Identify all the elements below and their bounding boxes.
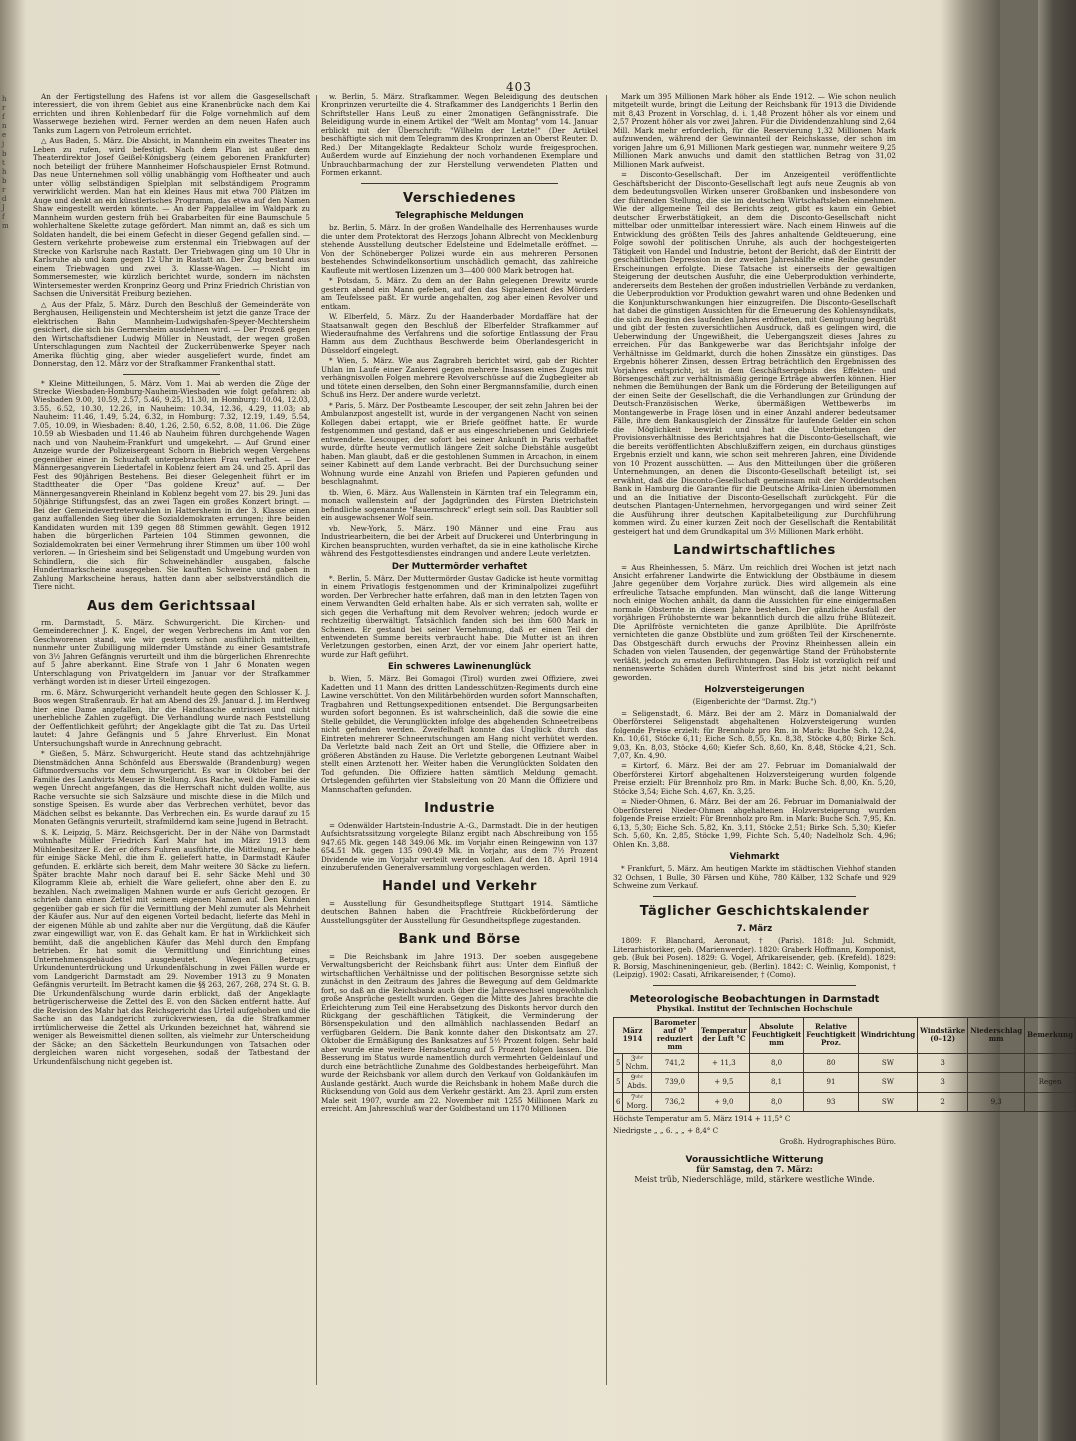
divider bbox=[653, 896, 856, 897]
weather-cell bbox=[1025, 1053, 1076, 1073]
section-heading: Landwirtschaftliches bbox=[673, 543, 836, 559]
weather-header-cell: Absolute Feuchtigkeit mm bbox=[749, 1017, 803, 1053]
margin-letters: h r f n e j b t h b r d J f m bbox=[2, 95, 9, 231]
weather-header-cell: Windrichtung bbox=[858, 1017, 917, 1053]
divider bbox=[653, 985, 856, 986]
article-paragraph: △ Aus der Pfalz, 5. März. Durch den Beschluß der Gemeinderäte von Berghausen, Heiligenstein und Mechtersheim ist jetzt die ganze Trace der elektrischen Bahn Mannheim-Ludwigshafen-Speyer-Mechtersheim gesichert, die sich bis Germersheim ausdehnen wird. — Der Prozeß gegen den Wirtschaftsdiener Ludwig Müller in Neustadt, der wegen großen Unterschlagungen zum Nachteil der Zuckerrübenwerke Speyer nach Amerika flüchtig ging, aber wieder ausgeliefert wurde, findet am Donnerstag, den 12. März vor der Strafkammer Frankenthal statt. bbox=[33, 299, 310, 369]
column-divider bbox=[316, 95, 317, 1385]
weather-cell: + 9,5 bbox=[698, 1073, 749, 1093]
article-paragraph: W. Elberfeld, 5. März. Zu der Haanderbader Mordaffäre hat der Staatsanwalt gegen den Beschluß der Elberfelder Strafkammer auf Wiederaufnahme des Verfahrens und die sofortige Entlassung der Frau Hamm aus dem Zuchthaus Beschwerde beim Oberlandesgericht in Düsseldorf eingelegt. bbox=[321, 312, 598, 355]
weather-cell: SW bbox=[858, 1092, 917, 1112]
weather-cell bbox=[968, 1053, 1025, 1073]
weather-cell: + 11,3 bbox=[698, 1053, 749, 1073]
calendar-date: 7. März bbox=[736, 924, 773, 935]
weather-cell: 91 bbox=[804, 1073, 858, 1093]
article-paragraph: rm. Darmstadt, 5. März. Schwurgericht. Die Kirchen- und Gemeinderechner J. K. Engel, der wegen Verbrechens im Amt vor den Geschworenen stand, wie wir gestern schon ausführlich mitteilten, nunmehr unter Zubilligung mildernder Umstände zu einer Gesamtstrafe von 3½ Jahren Gefängnis verurteilt und ihm die bürgerlichen Ehrenrechte auf 5 Jahre aberkannt. Eine Strafe von 1 Jahr 6 Monaten wegen Unterschlagung von Privatgeldern im Januar vor der Strafkammer verhängt worden ist in dieser Urteil eingezogen. bbox=[33, 617, 310, 687]
weather-header-cell: Temperatur der Luft °C bbox=[698, 1017, 749, 1053]
weather-cell: 736,2 bbox=[651, 1092, 698, 1112]
page-number: 403 bbox=[506, 80, 532, 94]
weather-cell: 8,1 bbox=[749, 1073, 803, 1093]
weather-cell: SW bbox=[858, 1053, 917, 1073]
weather-header-cell: Windstärke (0–12) bbox=[918, 1017, 968, 1053]
weather-cell: Regen bbox=[1025, 1073, 1076, 1093]
article-paragraph: △ Aus Baden, 5. März. Die Absicht, in Mannheim ein zweites Theater ins Leben zu rufen, wird befestigt. Nach dem Plan ist außer dem Theaterdirektor Josef Geißel-Königsberg (einem geborenen Frankfurter) noch beteiligt der frühere Mannheimer Hofschauspieler Ernst Rotmund. Das neue Unternehmen soll völlig unabhängig vom Hoftheater und auch unter völlig selbständigen Spielplan mit selbständigem Programm verwirklicht werden. Man hat ein kleines Haus mit etwa 700 Plätzen im Auge und denkt an ein künstlerisches Programm, das etwa auf den Namen Shaw eingestellt werden könnte. — An der Pappelallee im Waldpark zu Mannheim wurden gestern früh bei Grabarbeiten für eine Baumschule 5 wohlerhaltene Skelette zutage gefördert. Man nimmt an, daß es sich um Soldaten handelt, die bei einem Gefecht in dieser Gegend gefallen sind. — Gestern verkehrte probeweise zum erstenmal ein Triebwagen auf der Strecke von Karlsruhe nach Rastatt. Der Triebwagen ging um 10 Uhr in Karlsruhe ab und kam gegen 12 Uhr in Rastatt an. Der Zug bestand aus einem Triebwagen und zwei 3. Klasse-Wagen. — Nicht im Sommersemester, wie kürzlich berichtet wurde, sondern im nächsten Wintersemester werden Kronprinz Georg und Prinz Friedrich Christian von Sachsen die Universität Freiburg beziehen. bbox=[33, 136, 310, 299]
article-paragraph: rm. 6. März. Schwurgericht verhandelt heute gegen den Schlosser K. J. Boos wegen Straßenraub. Er hat am Abend des 29. Januar d. J. im Herdweg hier eine Dame angefallen, ihr die Handtasche entrissen und nicht unerhebliche Zahlen zugefügt. Die Verhandlung wurde nach Feststellung der Oeffentlichkeit geführt; der Angeklagte gibt die Tat zu. Das Urteil lautet: 4 Jahre Gefängnis und 5 Jahre Ehrverlust. Ein Monat Untersuchungshaft wurde in Anrechnung gebracht. bbox=[33, 687, 310, 748]
article-paragraph: w. Berlin, 5. März. Strafkammer. Wegen Beleidigung des deutschen Kronprinzen verurteilte die 4. Strafkammer des Landgerichts 1 Berlin den Schriftsteller Hans Leuß zu einer 2monatigen Gefängnisstrafe. Die Beleidigung wurde in einem Artikel der "Welt am Montag" vom 14. Januar erblickt mit der Überschrift: "Wilhelm der Letzte!" (Der Artikel beschäftigte sich mit dem Telegramm des Kronprinzen an Oberst Reuter. D. Red.) Der Mitangeklagte Redakteur Scholz wurde freigesprochen. Außerdem wurde auf Einziehung der noch vorhandenen Exemplare und Unbrauchbarmachung der zur Herstellung verwendeten Platten und Formen erkannt. bbox=[321, 92, 598, 178]
weather-header-cell: Bemerkung bbox=[1025, 1017, 1076, 1053]
divider bbox=[361, 183, 558, 184]
section-heading: Aus dem Gerichtssaal bbox=[87, 598, 256, 614]
article-paragraph: = Kirtorf, 6. März. Bei der am 27. Februar im Domanialwald der Oberförsterei Kirtorf abgehaltenen Holzversteigerung wurden folgende Preise erzielt: Für Brennholz pro Rm. in Mark: Buche Sch. 8,00, Kn. 5,20, Stöcke 3,54; Eiche Sch. 4,67, Kn. 3,25. bbox=[613, 761, 896, 796]
forecast-day: für Samstag, den 7. März: bbox=[696, 1164, 813, 1175]
weather-cell: 2 bbox=[918, 1092, 968, 1112]
article-paragraph: * Kleine Mitteilungen, 5. März. Vom 1. Mai ab werden die Züge der Strecke Wiesbaden-Homburg-Nauheim-Wiesbaden wie folgt gefahren: ab Wiesbaden 9.00, 10.59, 2.57, 5.46, 9.25, 11.30, in Homburg: 10.04, 12.03, 3.55, 6.52, 10.30, 12.26, in Nauheim: 10.34, 12.36, 4.29, 11.03; ab Nauheim: 11.46, 1.49, 5.24, 6.32, in Homburg: 7.32, 12.19, 1.49, 5.54, 7.05, 10.09, in Wiesbaden: 8.40, 1.26, 2.50, 6.52, 8.08, 11.06. Die Züge 10.59 ab Wiesbaden und 11.46 ab Nauheim führen durchgehende Wagen nach und von Nauheim-Frankfurt und umgekehrt. — Auf Grund einer Anzeige wurde der Polizeisergeant Schorn in Biebrich wegen Vergehens gegenüber einer in Schuzhaft untergebrachten Frau verhaftet. — Der Männergesangverein Liedertafel in Koblenz feiert am 24. und 25. April das Fest des 90jährigen Bestehens. Bei dieser Gelegenheit führt er im Stadttheater die Oper "Das goldene Kreuz" auf. — Der Männergesangverein Rheinland in Koblenz begeht vom 27. bis 29. Juni das 50jährige Stiftungsfest, das an zwei Tagen ein großes Konzert bringt. — Bei der Gemeindevertreterwahlen in Hattersheim in der 3. Klasse einen ganz auffallenden Sieg über die Sozialdemokraten errungen; ihre beiden Kandidaten wurden mit 139 gegen 88 Stimmen gewählt. Gegen 1912 haben die bürgerlichen Parteien 104 Stimmen gewonnen, die Sozialdemokraten bei einer Vermehrung ihrer Stimmen um über 100 wohl verloren. — In Griesheim sind bei Seligenstadt und Umgebung wurden von Schindlern, die sich für Schweinehändler ausgaben, falsche Hundertmarkscheine ausgegeben. Sie kauften Schweine und gaben in Zahlung Markscheine heraus, hatten dann aber selbstverständlich die Tiere nicht. bbox=[33, 378, 310, 592]
office-signature: Großh. Hydrographisches Büro. bbox=[779, 1137, 896, 1147]
max-temperature-note: Höchste Temperatur am 5. März 1914 + 11,5° C bbox=[613, 1114, 791, 1124]
article-paragraph: = Odenwälder Hartstein-Industrie A.-G., Darmstadt. Die in der heutigen Aufsichtsratssitzung vorgelegte Bilanz ergibt nach Abschreibung von 155 947.65 Mk. gegen 148 349.06 Mk. im Vorjahr einen Reingewinn von 137 654.51 Mk. gegen 135 090.49 Mk. in Vorjahr, aus dem 7½ Prozent Dividende wie im Vorjahr verteilt werden sollen. Auf den 18. April 1914 einzuberufenden Generalversammlung vorgeschlagen werden. bbox=[321, 820, 598, 872]
weather-cell: 3 bbox=[918, 1073, 968, 1093]
article-paragraph: Mark um 395 Millionen Mark höher als Ende 1912. — Wie schon neulich mitgeteilt wurde, bringt die Leitung der Reichsbank für 1913 die Dividende mit 8,43 Prozent in Vorschlag, d. i. 1,48 Prozent höher als vor einem und 2,57 Prozent höher als vor zwei Jahren. Für die Dividendenzahlung sind 2,64 Mill. Mark mehr erforderlich, für die Reservierung 1,32 Millionen Mark aufzuwenden, während der Gewinnanteil der Reichskasse, der schon im vorigen Jahre um 6,91 Millionen Mark gestiegen war, nunmehr weitere 9,25 Millionen Mark anwuchs und damit den stattlichen Betrag von 31,02 Millionen Mark aufweist. bbox=[613, 92, 896, 169]
weather-cell: 80 bbox=[804, 1053, 858, 1073]
weather-header-cell: Niederschlag mm bbox=[968, 1017, 1025, 1053]
weather-cell: 8,0 bbox=[749, 1053, 803, 1073]
article-paragraph: * Gießen, 5. März. Schwurgericht. Heute stand das achtzehnjährige Dienstmädchen Anna Schönfeld aus Eberswalde (Brandenburg) wegen Giftmordversuchs vor dem Schwurgericht. Es war in Oktober bei der Familie des Landwirts Meuser in Stellung. Aus Rache, weil die Familie sie wegen Unrecht angefangen, das die Herrschaft nicht dulden wollte, aus Rache versuchte sie sich Salzsäure und mischte diese in die Milch und sonstige Speisen. Es wurde aber das Verbrechen verhütet, bevor das Mädchen selbst es bekannte. Das Verbrechen ein. Es wurde darauf zu 15 Monaten Gefängnis verurteilt, strafmildernd kam seine Jugend in Betracht. bbox=[33, 749, 310, 827]
weather-cell: 5 bbox=[614, 1053, 623, 1073]
section-heading: Handel und Verkehr bbox=[382, 879, 537, 895]
article-paragraph: * Potsdam, 5. März. Zu dem an der Bahn gelegenen Drewitz wurde gestern abend ein Mann gefeben, auf den das Signalement des Mörders am Teufelssee paßt. Er wurde angehalten, zog aber einen Revolver und entkam. bbox=[321, 276, 598, 311]
article-paragraph: = Disconto-Gesellschaft. Der im Anzeigenteil veröffentlichte Geschäftsbericht der Disconto-Gesellschaft legt aufs neue Zeugnis ab von dem bedeutungsvollen Wirken unserer Großbanken und insbesondere von der führenden Stellung, die sie im deutschen Wirtschaftsleben einnehmen. Wie der allgemeine Teil des Berichts zeigt, gibt es kaum ein Gebiet deutscher Erwerbstätigkeit, an dem die Disconto-Gesellschaft nicht mittelbar oder unmittelbar interessiert wäre. Nach einem Hinweis auf die Entwicklung des größten Teils des Jahres anhaltende Geldteuerung, eine Folge sowohl der politischen Unruhe, als auch der hochgesteigerten Tätigkeit von Handel und Industrie, betont der Bericht, daß der Eintritt der geschäftlichen Depression in der zweiten Jahreshälfte eine Reihe gesunder Erscheinungen erfolgte. Diese Tatsache ist einerseits der gewaltigen Steigerung der deutschen Ausfuhr, die eine Ueberproduktion verhinderte, andererseits dem Bestehen der großen industriellen Verbände zu verdanken, die Ueberproduktion vor Produktion gewahrt waren und ohne Bedenken und die Konjunkturschwankungen hier einzugreifen. Die Disconto-Gesellschaft hat dabei die günstigen Aussichten für die Erneuerung des Kohlensyndikats, die sich zu Beginn des laufenden Jahres eröffneten, mit Genugtuung begrüßt und gibt der festen zuversichtlichen Ausdruck, daß es gelingen wird, die Ueberwindung der Ungewißheit, die Uebergangszeit dieses Jahres zu erreichen. Für das Bankgewerbe war das Berichtsjahr infolge der Verhältnisse im Geldmarkt, durch die hohen Zinssätze ein günstiges. Das Ergebnis höherer Zinsen, dessen Ertrag beträchtlich den Ergebnissen des Vorjahres entspricht, ist in dem Geschäftsergebnis des Effekten- und Börsengeschäft zur verhältnismäßig geringe Erträge abwerfen können. Hier nehmen die Bemühungen der Bank um die Förderung der Beteiligungen auf der einen Seite der Gesellschaft, die die Verhandlungen zur Gründung der Deutsch-Französischen Werke, übermäßigen Wettbewerbs im Montangewerbe in Frage lösen und in einer Anzahl anderer bedeutsamer Fälle, ihre dem Bankausgleich der Zinssätze für laufende Gelder ein schon die Möglichkeit bewirkt und hat die Unterbietungen der Provisionsverhältnisse des Berichtsjahres hat die Disconto-Gesellschaft, wie die bereits veröffentlichten Abschlußziffern zeigen, ein durchaus günstiges Ergebnis erzielt und kann, wie schon seit mehreren Jahren, eine Dividende von 10 Prozent ausschütten. — Aus den Mitteilungen über die größeren Unternehmungen, an denen die Disconto-Gesellschaft beteiligt ist, sei erwähnt, daß die Disconto-Gesellschaft gemeinsam mit der Norddeutschen Bank in Hamburg die Garantie für die Deutsche Afrika-Linien übernommen und an die Initiative der Disconto-Gesellschaft zurückgeht. Für die deutschen Plantagen-Unternehmen, hervorgegangen und wird seiner Zeit die Ausführung ihrer deutschen Kapitalbeteiligung zur Durchführung kommen wird. Zu einer kurzen Zeit noch der Gesellschaft die Rentabilität gesteigert hat und dem Grundkapital um 3½ Millionen Mark erhöht. bbox=[613, 170, 896, 536]
subsection-heading: Der Muttermörder verhaftet bbox=[391, 561, 528, 572]
weather-cell: 8,0 bbox=[749, 1092, 803, 1112]
weather-table-row bbox=[614, 1073, 1076, 1093]
article-paragraph: b. Wien, 5. März. Bei Gomagoi (Tirol) wurden zwei Offiziere, zwei Kadetten und 11 Mann des dritten Landesschützen-Regiments durch eine Lawine verschüttet. Von den Militärbehörden wurden sofort Mannschaften, Tragbahren und Rettungsexpeditionen entsendet. Die Bergungsarbeiten wurden sofort begonnen. Es ist wahrscheinlich, daß die sowie die eine Stelle gebildet, die Verunglückten infolge des abgehenden Schneetreibens nicht gefunden werden. Zweifelhaft konnte das Unglück durch das Eintreten mehrerer Schneerutschungen am Hang nicht verhütet werden. Da Verletzte bald nach Zeit an Ort und Stelle, die Offiziere aber in größeren Abständen zu Hause. Die Verletzte geborgenen Leutnant Waibel stellt einen Arztenott her. Weiter haben die Verunglückten Soldaten den Tod gefunden. Die Offiziere hatten sämtlich Meldung gemacht. Ortslegenden geführten vier Stabsleitung von 20 Mann die Offiziere und Mannschaften gefunden. bbox=[321, 674, 598, 794]
weather-header-cell: März 1914 bbox=[614, 1017, 652, 1053]
section-heading: Verschiedenes bbox=[403, 190, 516, 206]
article-paragraph: S. K. Leipzig, 5. März. Reichsgericht. Der in der Nähe von Darmstadt wohnhafte Müller Friedrich Karl Mahr hat im März 1913 dem Mühlenbesitzer E. der er öfters Fuhren ausführte, die Mitteilung, er habe für einige Säcke Mehl, die ihm E. geliefert hatte, in Darmstadt Käufer gefunden. E. erklärte sich bereit, dem Mahr weitere 30 Säcke zu liefern. Später brachte Mahr noch darauf bei E. sehr Säcke Mehl und 30 Kilogramm Kleie ab, erhielt die Ware geliefert, ohne aber den E. zu bezahlen. Nach zweimaligen Mahnen wurde er aufs Gericht gezogen. Er schrieb dann einen Zettel mit seinem eigenen Namen auf. Den Kunden gegenüber gab er sich für die Vermittlung der Mehl zumuter als Mehrheit der Käufer aus. Nur auf den eigenen Vorteil bedacht, lieferte das Mehl in der eigenen Mühle ab und zahlte aber nur die Vergütung, daß die Käufer zwar eingewilligt war, von E. das Gehalt kam. Er hat in Wirklichkeit sich bemüht, daß die angeblichen Käufer das Mehl durch den Empfang betrieben. Er hat somit die Vermittlung und Einrichtung eines Unternehmensgebäudes ausgebeutet. Wegen Betrugs, Urkundenunterdrückung und Urkundenfälschung in zwei Fällen wurde er vom Landgericht Darmstadt am 29. November 1913 zu 9 Monaten Gefängnis verurteilt. Im Betracht kamen die §§ 263, 267, 268, 274 St. G. B. Die Urkundenfälschung wurde darin erblickt, daß der Angeklagte betrügerischerweise die Zettel des E. von den Säcken entfernt hatte. Auf die Revision des Mahr hat das Reichsgericht das Urteil aufgehoben und die Sache an das Landgericht zurückverwiesen, da die Strafkammer irrtümlicherweise die Zettel als Urkunden bezeichnet hat, während sie weniger als Beweismittel dienen sollten, als vielmehr zur Unterscheidung der Säcke; an den Säcketteln Beurkundungen von Tatsachen oder dergleichen waren nicht vorgesehen, sodaß der Tatbestand der Urkundenfälschung nicht gegeben ist. bbox=[33, 827, 310, 1066]
weather-cell: 3 bbox=[918, 1053, 968, 1073]
article-paragraph: = Die Reichsbank im Jahre 1913. Der soeben ausgegebene Verwaltungsbericht der Reichsbank führt aus: Unter dem Einfluß der wirtschaftlichen Verhältnisse und der politischen Besorgnisse setzte sich zunächst in den Zeitraum des Jahres die Bewegung auf dem Geldmarkte fort, so daß an die Reichsbank auch über die Jahreswechsel ungewöhnlich große Ansprüche gestellt wurden. Gegen die Mitte des Jahres brachte die Erleichterung zum Teil eine Herabsetzung des Diskonts hervor durch den Rückgang der geschäftlichen Tätigkeit, die Verminderung der Börsenspekulation und den allmählich nachlassenden Bedarf an verfügbaren Geldern. Die Bank konnte daher den Diskontsatz am 27. Oktober die Ermäßigung des Banksatzes auf 5½ Prozent folgen. Sehr bald aber wurde eine weitere Herabsetzung auf 5 Prozent folgen lassen. Die Besserung im Status wurde namentlich durch vermehrten Geldeinlauf und durch eine beträchtliche Zunahme des Goldbestandes herbeigeführt. Man wurde der Reichsbank vor allem durch den Verkauf von Goldankäufen im Auslande gestärkt. Auch wurde die Reichsbank in hohem Maße durch die Rücksendung von Gold aus dem Verkehr gestärkt. Am 23. April zum ersten Male seit 1907, wurde am 22. November mit 1255 Millionen Mark zu erreicht. Am Jahresschluß war der Goldbestand um 1170 Millionen bbox=[321, 951, 598, 1114]
weather-table bbox=[613, 1017, 1076, 1113]
article-paragraph: tb. Wien, 6. März. Aus Wallenstein in Kärnten traf ein Telegramm ein, monach wallenstein auf der Jagdgründen des Fürsten Dietrichstein befindliche sogenannte "Bauernschreck" erlegt sein soll. Das Raubtier soll ein ausgewachsener Wolf sein. bbox=[321, 487, 598, 523]
weather-cell: 739,0 bbox=[651, 1073, 698, 1093]
subsection-heading: Ein schweres Lawinenunglück bbox=[387, 662, 532, 673]
weather-cell: 5 bbox=[614, 1073, 623, 1093]
weather-table-title: Meteorologische Beobachtungen in Darmstadt bbox=[629, 993, 880, 1005]
min-temperature-note: Niedrigste „ „ 6. „ „ + 8,4° C bbox=[613, 1125, 719, 1135]
weather-cell: + 9,0 bbox=[698, 1092, 749, 1112]
weather-cell bbox=[968, 1073, 1025, 1093]
weather-header-cell: Relative Feuchtigkeit Proz. bbox=[804, 1017, 858, 1053]
weather-header-cell: Barometer auf 0° reduziert mm bbox=[651, 1017, 698, 1053]
section-heading: Täglicher Geschichtskalender bbox=[639, 903, 870, 919]
divider bbox=[123, 374, 220, 375]
weather-cell: SW bbox=[858, 1073, 917, 1093]
article-paragraph: An der Fertigstellung des Hafens ist vor allem die Gasgesellschaft interessiert, die von ihrem Gebiet aus eine Kranenbrücke nach dem Kai errichten und ihren Kohlenbedarf für die Folge vornehmlich auf dem Wasserwege beziehen wird. Ferner werden an dem neuen Hafen auch Tanks zum Lagern von Petroleum errichtet. bbox=[33, 92, 310, 135]
article-paragraph: * Wien, 5. März. Wie aus Zagrabreh berichtet wird, gab der Richter Uhlan im Laufe einer Zankerei gegen mehrere Insassen eines Zuges mit verhängnisvollen Folgen mehrere Revolverschüsse auf die Zugbegleiter ab und tötete einen derselben, den Sohn einer Bergmannsfamilie, durch einen Schuß ins Herz. Der andere wurde verletzt. bbox=[321, 356, 598, 400]
column-divider bbox=[606, 95, 607, 1385]
weather-table-row bbox=[614, 1053, 1076, 1073]
book-binding bbox=[1038, 0, 1076, 1441]
weather-cell: 741,2 bbox=[651, 1053, 698, 1073]
subsection-heading: Telegraphische Meldungen bbox=[395, 211, 524, 222]
column-3 bbox=[613, 92, 1073, 1184]
article-paragraph: * Frankfurt, 5. März. Am heutigen Markte im städtischen Viehhof standen 32 Ochsen, 1 Bulle, 30 Färsen und Kühe, 780 Kälber, 132 Schafe und 929 Schweine zum Verkauf. bbox=[613, 864, 896, 891]
weather-table-row bbox=[614, 1092, 1076, 1112]
column-1 bbox=[33, 93, 310, 1068]
weather-cell bbox=[1025, 1092, 1076, 1112]
weather-cell: 6 bbox=[614, 1092, 623, 1112]
weather-cell: 7ᵘʰʳ Morg. bbox=[623, 1092, 651, 1112]
weather-cell: 93 bbox=[804, 1092, 858, 1112]
forecast-text: Meist trüb, Niederschläge, mild, stärkere westliche Winde. bbox=[634, 1174, 875, 1184]
section-heading: Industrie bbox=[424, 801, 495, 817]
forecast-title: Voraussichtliche Witterung bbox=[685, 1154, 824, 1165]
article-paragraph: = Aus Rheinhessen, 5. März. Um reichlich drei Wochen ist jetzt nach Ansicht erfahrener Landwirte die Entwicklung der Obstbäume in diesem Jahre gegenüber dem Vorjahre zurück. Dies wird allgemein als eine erfreuliche Tatsache empfunden. Man wünscht, daß die lange Witterung noch einige Wochen anhält, da dann die Aussichten für eine einigermaßen normale Obsternte in diesem Jahre bestehen. Der gänzliche Ausfall der vorjährigen Frühobsternte war bekanntlich durch die allzu frühe Blütezeit. Die Aprilfröste vernichteten die ganze Aprilblüte. Die Aprilfröste vernichteten die ganze Obstblüte und zum größten Teil der Kirschenernte. Das Obstgeschäft durch erwuchs der Provinz Rheinhessen allein ein Schaden von vielen Tausenden, der gegenwärtige Stand der Frühobsternte verläßt, jedoch zu ernsten Befürchtungen. Das Holz ist vorzüglich reif und nennenswerte Schäden durch Winterfrost sind bis jetzt nicht bekannt geworden. bbox=[613, 562, 896, 682]
subsection-heading: Holzversteigerungen bbox=[704, 685, 805, 696]
article-paragraph: = Seligenstadt, 6. März. Bei der am 2. März in Domanialwald der Oberförsterei Seligenstadt abgehaltenen Holzversteigerung wurden folgende Preise erzielt: für Brennholz pro Rm. in Mark: Buche Sch. 12,24, Kn. 10,61, Stöcke 6,11; Eiche Sch. 8,55, Kn. 8,38, Stöcke 4,80; Birke Sch. 9,03, Kn. 8,03, Stöcke 4,60; Kiefer Sch. 8,60, Kn. 8,48, Stöcke 4,21, Sch. 7,07, Kn. 4,90. bbox=[613, 708, 896, 760]
section-heading: Bank und Börse bbox=[398, 932, 521, 948]
article-paragraph: * Paris, 5. März. Der Postbeamte Lescouper, der seit zehn Jahren bei der Ambulanzpost angestellt ist, wurde in der vergangenen Nacht von seinen Kollegen dabei ertappt, wie er Briefe geöffnet hatte. Er wurde festgenommen und gestand, daß er aus eingeschriebenen und Geldbriefe entwendete. Lescouper, der sofort bei seiner Ankunft in Paris verhaftet wurde, dürfte heute vermutlich längere Zeit solche Diebstähle ausgeübt haben. Man glaubt, daß er die gestohlenen Summen in Arcachon, in einem seiner Kabinett auf dem Lande verbracht. Bei der Durchsuchung seiner Wohnung wurde eine Anzahl von Briefen und Papieren gefunden und beschlagnahmt. bbox=[321, 400, 598, 487]
subsection-note: (Eigenberichte der "Darmst. Ztg.") bbox=[692, 698, 817, 707]
weather-cell: 9,3 bbox=[968, 1092, 1025, 1112]
column-2 bbox=[321, 93, 598, 1116]
weather-cell: 9ᵘʰʳ Abds. bbox=[623, 1073, 651, 1093]
article-paragraph: = Nieder-Ohmen, 6. März. Bei der am 26. Februar im Domanialwald der Oberförsterei Nieder-Ohmen abgehaltenen Holzversteigerung wurden folgende Preise erzielt: Für Brennholz pro Rm. in Mark: Buche Sch. 7,95, Kn. 6,13, 5,30; Eiche Sch. 5,82, Kn. 3,11, Stöcke 2,51; Birke Sch. 5,30; Kiefer Sch. 5,60, Kn. 2,85, Stöcke 1,99, Fichte Sch. 5,40; Nadelholz Sch. 4,96; Ohlen Kn. 3,88. bbox=[613, 797, 896, 849]
subsection-heading: Viehmarkt bbox=[729, 852, 780, 863]
article-paragraph: *. Berlin, 5. März. Der Muttermörder Gustav Gadicke ist heute vormittag in einem Privatlogis festgenommen und der Kriminalpolizei zugeführt worden. Der Verbrecher hatte erfahren, daß man in den letzten Tagen von einem Verwandten Geld erhalten habe. Als er sich verraten sah, wollte er sich gegen die Verhaftung mit dem Revolver wehren; jedoch wurde er rechtzeitig überwältigt. Tatsächlich fanden sich bei ihm 600 Mark in Scheinen. Er gestand bei seiner Vernehmung, daß er einen Teil der entwendeten Summe bereits verbraucht habe. Die Mutter ist an ihren Verletzungen gestorben, einen Arzt, der vor einem Jahr operiert hatte, wurde zur Haft geführt. bbox=[321, 573, 598, 659]
article-paragraph: 1809: F. Blanchard, Aeronaut, † (Paris). 1818: Jul. Schmidt, Literarhistoriker, geb. (Marienwerder). 1820: Graberk Hoffmann, Komponist, geb. (Buk bei Posen). 1829: G. Vogel, Afrikareisender, geb. (Krefeld). 1829: R. Borsig, Maschineningenieur, geb. (Berlin). 1842: C. Weinlig, Komponist, † (Leipzig). 1902: Casati, Afrikareisender, † (Como). bbox=[613, 936, 896, 980]
weather-cell: 3ᵘʰʳ Nchm. bbox=[623, 1053, 651, 1073]
weather-table-subtitle: Physikal. Institut der Technischen Hochschule bbox=[656, 1003, 853, 1013]
article-paragraph: = Ausstellung für Gesundheitspflege Stuttgart 1914. Sämtliche deutschen Bahnen haben die Frachtfreie Rückbeförderung der Ausstellungsgüter der Ausstellung für Gesundheitspflege zugestanden. bbox=[321, 898, 598, 925]
article-paragraph: bz. Berlin, 5. März. In der großen Wandelhalle des Herrenhauses wurde die unter dem Protektorat des Herzogs Johann Albrecht von Mecklenburg stehende Ausstellung deutscher Edelsteine und Edelmetalle eröffnet. — Von der Schöneberger Polizei wurde ein aus mehreren Personen bestehendes Schwindelkonsortium unschädlich gemacht, das zahlreiche Kaufleute mit wertlosen Lizenzen um 3—400 000 Mark betrogen hat. bbox=[321, 223, 598, 275]
article-paragraph: vb. New-York, 5. März. 190 Männer und eine Frau aus Industriearbeitern, die bei der Arbeit auf Druckerei und Unterbringung in Kirchen beanspruchten, wurden verhaftet, da sie in eine katholische Kirche während des Festgottesdienstes eindrangen und andere Leute verletzten. bbox=[321, 523, 598, 559]
weather-table-header-row bbox=[614, 1017, 1076, 1053]
